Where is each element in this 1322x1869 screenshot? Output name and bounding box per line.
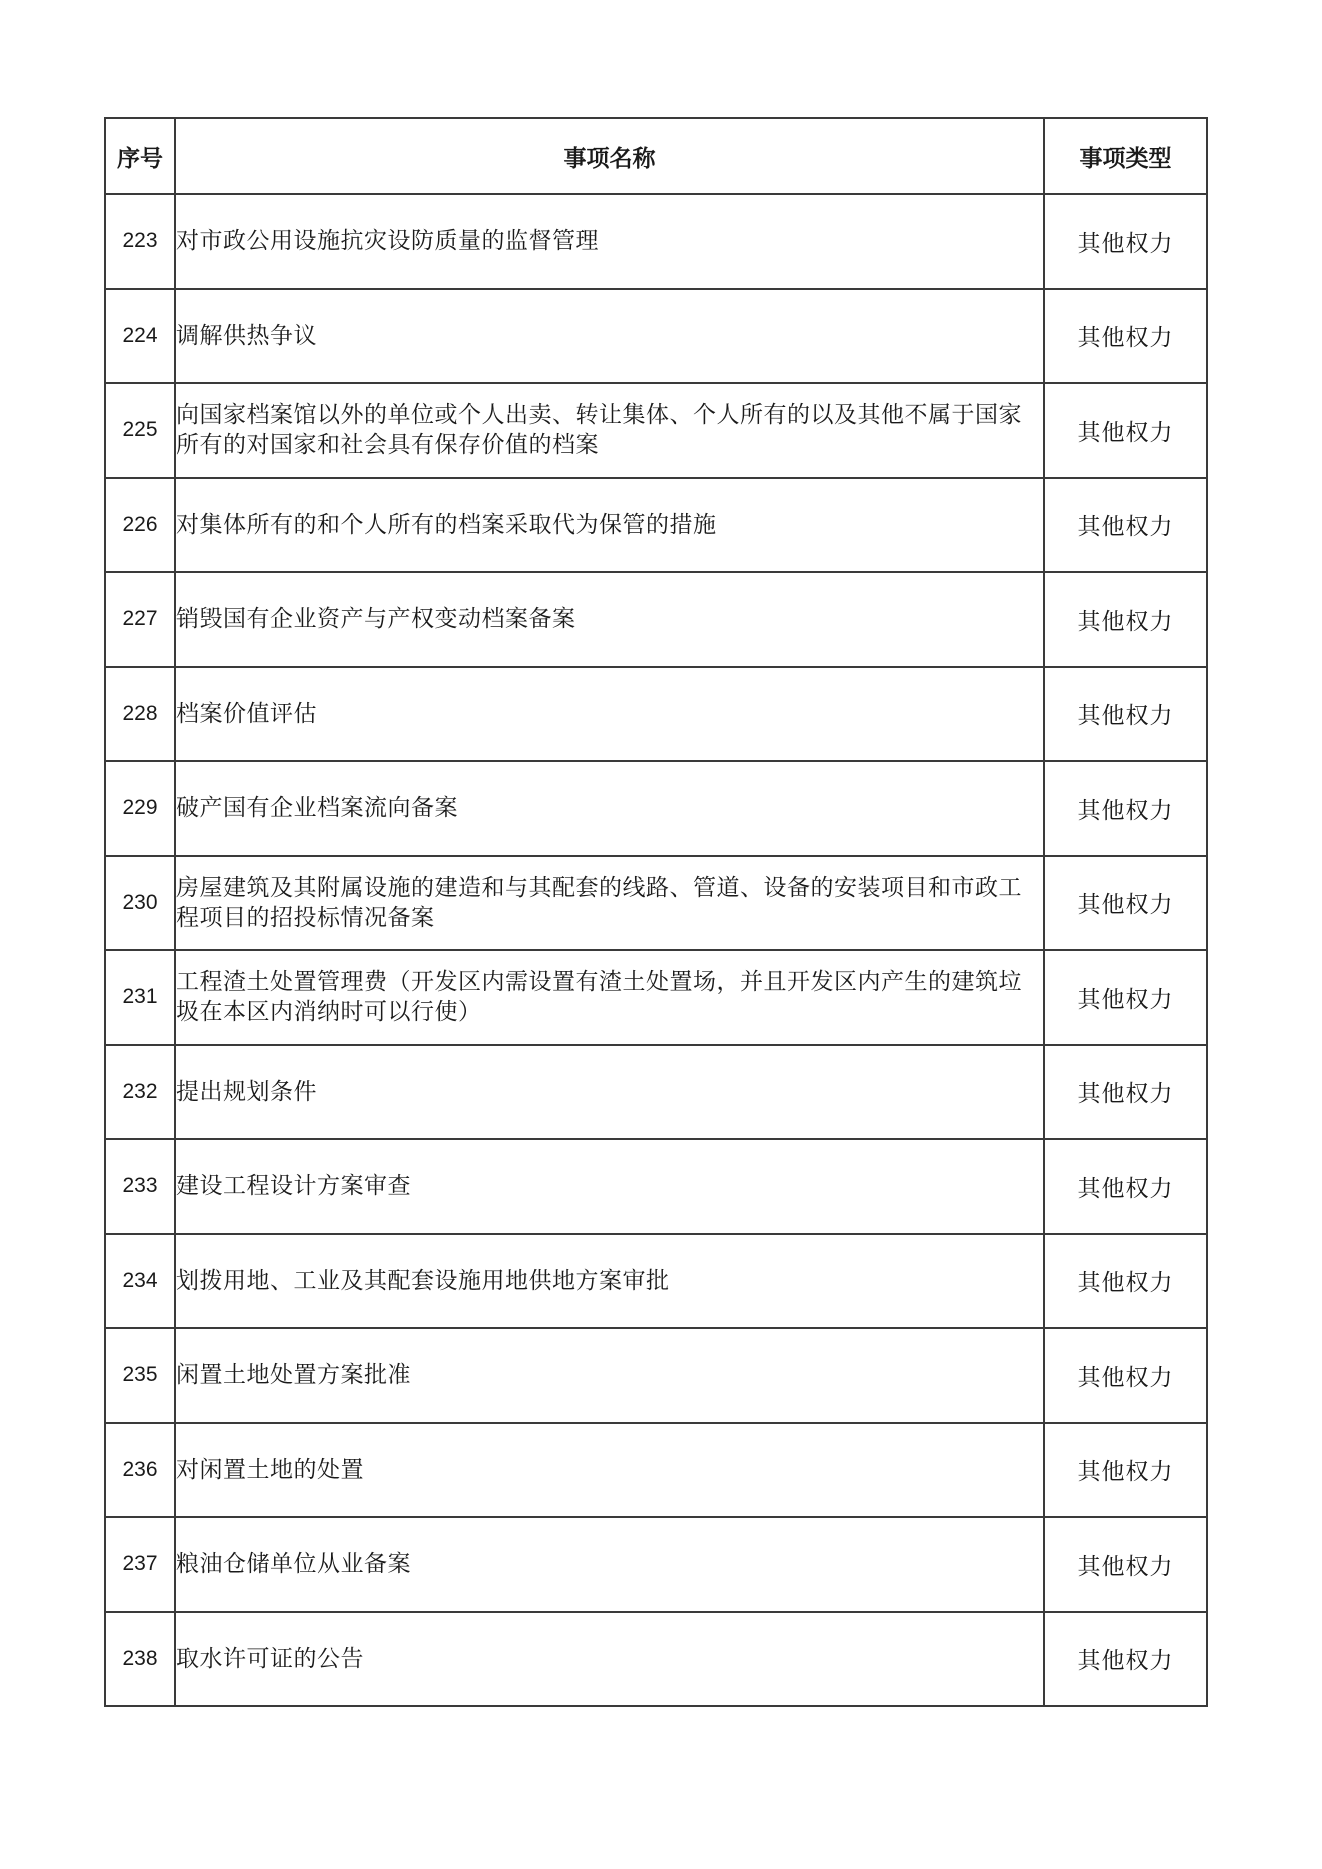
table-row: [105, 1517, 1207, 1612]
row-item-type: 其他权力: [1044, 289, 1207, 384]
row-serial-number: 225: [105, 383, 175, 478]
table-row: [105, 383, 1207, 478]
table-row: [105, 950, 1207, 1045]
table-row: [105, 1139, 1207, 1234]
power-list-table: [104, 117, 1208, 1707]
row-serial-number: 231: [105, 950, 175, 1045]
document-page: [104, 117, 1206, 1707]
row-serial-number: 226: [105, 478, 175, 573]
row-serial-number: 235: [105, 1328, 175, 1423]
row-item-name: 档案价值评估: [175, 667, 1044, 762]
row-item-name: 调解供热争议: [175, 289, 1044, 384]
row-item-name: 向国家档案馆以外的单位或个人出卖、转让集体、个人所有的以及其他不属于国家所有的对国家和社会具有保存价值的档案: [175, 383, 1044, 478]
row-item-name: 破产国有企业档案流向备案: [175, 761, 1044, 856]
row-item-name: 建设工程设计方案审查: [175, 1139, 1044, 1234]
row-item-name: 销毁国有企业资产与产权变动档案备案: [175, 572, 1044, 667]
row-serial-number: 224: [105, 289, 175, 384]
row-serial-number: 238: [105, 1612, 175, 1707]
header-item-type: 事项类型: [1044, 118, 1207, 194]
row-item-name: 对市政公用设施抗灾设防质量的监督管理: [175, 194, 1044, 289]
row-item-name: 取水许可证的公告: [175, 1612, 1044, 1707]
row-item-type: 其他权力: [1044, 856, 1207, 951]
row-item-type: 其他权力: [1044, 667, 1207, 762]
row-serial-number: 230: [105, 856, 175, 951]
table-row: [105, 856, 1207, 951]
row-item-type: 其他权力: [1044, 1517, 1207, 1612]
header-item-name: 事项名称: [175, 118, 1044, 194]
table-row: [105, 194, 1207, 289]
row-item-type: 其他权力: [1044, 761, 1207, 856]
table-row: [105, 289, 1207, 384]
row-serial-number: 236: [105, 1423, 175, 1518]
row-serial-number: 227: [105, 572, 175, 667]
row-item-type: 其他权力: [1044, 1423, 1207, 1518]
row-item-type: 其他权力: [1044, 478, 1207, 573]
table-row: [105, 478, 1207, 573]
table-row: [105, 667, 1207, 762]
row-item-name: 提出规划条件: [175, 1045, 1044, 1140]
row-item-name: 划拨用地、工业及其配套设施用地供地方案审批: [175, 1234, 1044, 1329]
table-row: [105, 1045, 1207, 1140]
row-item-type: 其他权力: [1044, 1328, 1207, 1423]
row-item-type: 其他权力: [1044, 1234, 1207, 1329]
row-item-type: 其他权力: [1044, 1045, 1207, 1140]
row-item-type: 其他权力: [1044, 950, 1207, 1045]
row-serial-number: 232: [105, 1045, 175, 1140]
table-row: [105, 1423, 1207, 1518]
header-row: [105, 118, 1207, 194]
header-serial-number: 序号: [105, 118, 175, 194]
row-item-name: 工程渣土处置管理费（开发区内需设置有渣土处置场，并且开发区内产生的建筑垃圾在本区内消纳时可以行使）: [175, 950, 1044, 1045]
row-item-name: 闲置土地处置方案批准: [175, 1328, 1044, 1423]
row-serial-number: 233: [105, 1139, 175, 1234]
table-body: [105, 194, 1207, 1706]
table-row: [105, 1612, 1207, 1707]
row-item-name: 对集体所有的和个人所有的档案采取代为保管的措施: [175, 478, 1044, 573]
table-row: [105, 761, 1207, 856]
row-serial-number: 228: [105, 667, 175, 762]
row-serial-number: 229: [105, 761, 175, 856]
row-item-type: 其他权力: [1044, 1612, 1207, 1707]
row-item-name: 房屋建筑及其附属设施的建造和与其配套的线路、管道、设备的安装项目和市政工程项目的招投标情况备案: [175, 856, 1044, 951]
row-item-type: 其他权力: [1044, 572, 1207, 667]
row-serial-number: 237: [105, 1517, 175, 1612]
table-row: [105, 572, 1207, 667]
row-serial-number: 234: [105, 1234, 175, 1329]
table-row: [105, 1328, 1207, 1423]
table-header: [105, 118, 1207, 194]
row-item-name: 对闲置土地的处置: [175, 1423, 1044, 1518]
row-item-name: 粮油仓储单位从业备案: [175, 1517, 1044, 1612]
row-item-type: 其他权力: [1044, 383, 1207, 478]
row-serial-number: 223: [105, 194, 175, 289]
row-item-type: 其他权力: [1044, 1139, 1207, 1234]
row-item-type: 其他权力: [1044, 194, 1207, 289]
table-row: [105, 1234, 1207, 1329]
